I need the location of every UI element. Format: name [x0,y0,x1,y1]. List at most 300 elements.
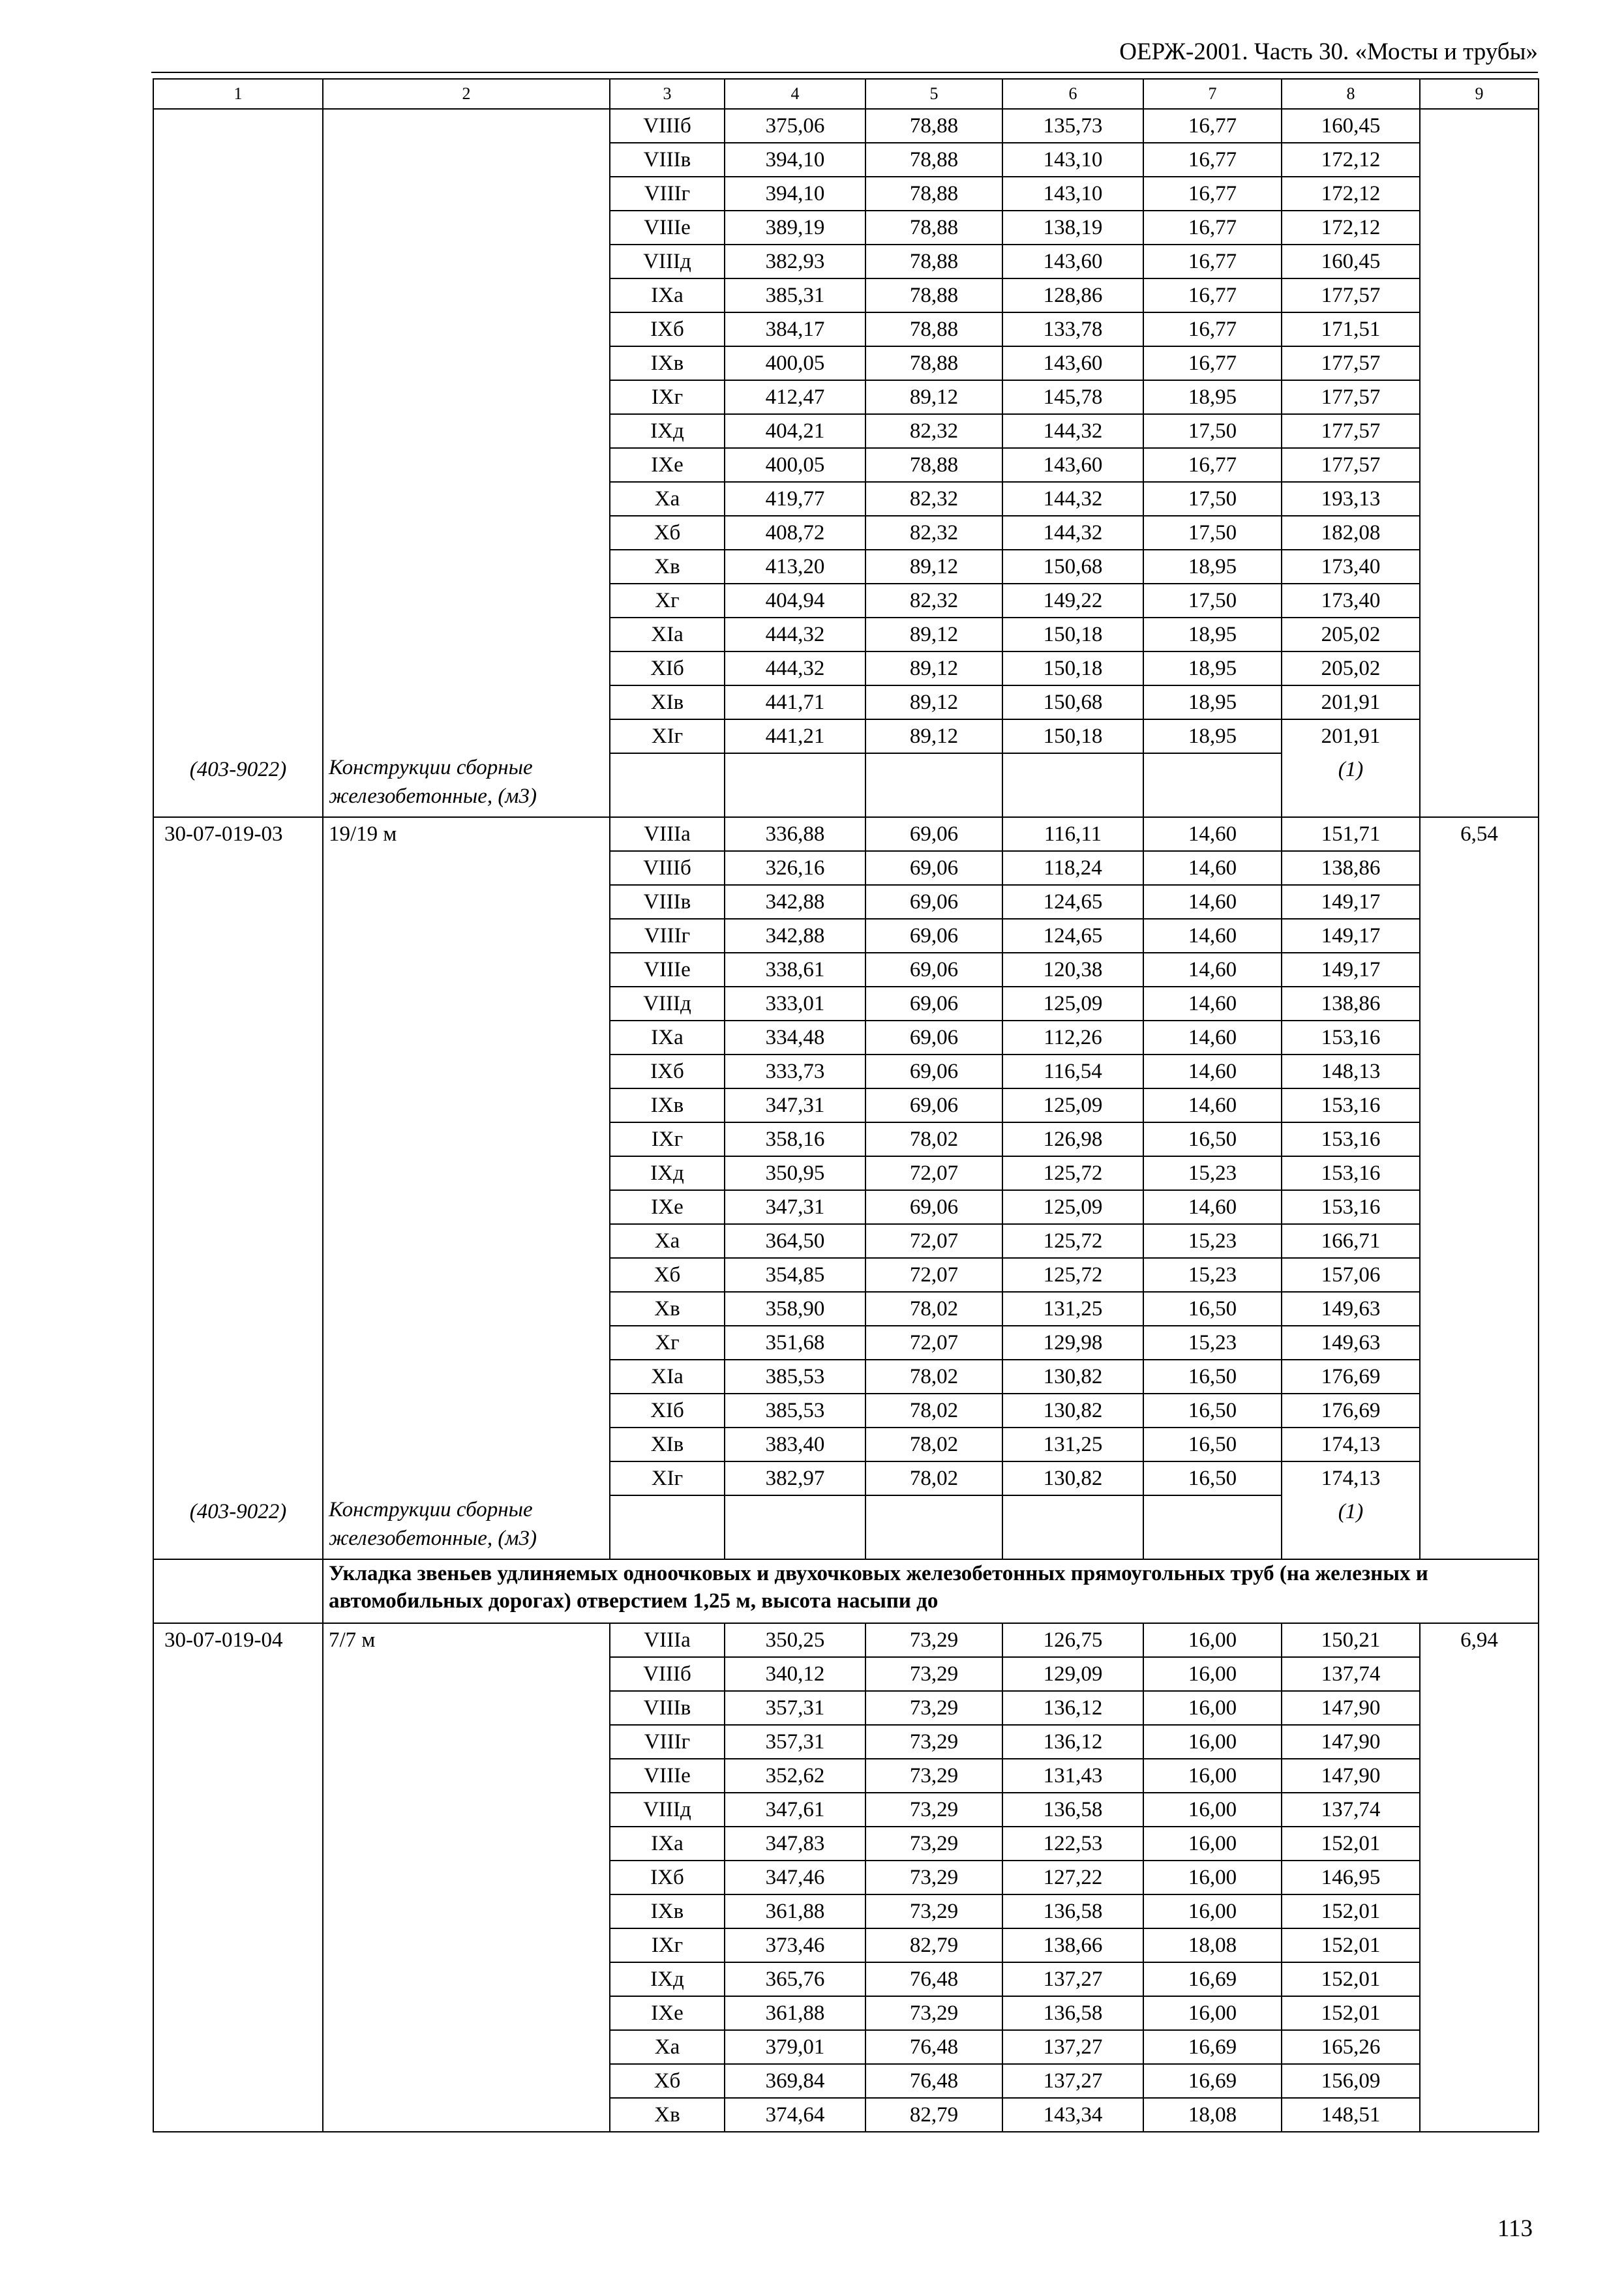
rate-name-cell [323,1428,610,1461]
value-cell: 18,95 [1143,550,1282,584]
value-cell: 16,00 [1143,1691,1282,1725]
rate-name-cell [323,516,610,550]
rate-code-cell [153,1292,323,1326]
empty-cell [1143,753,1282,817]
value-cell: 89,12 [865,380,1002,414]
value-cell: 147,90 [1282,1759,1420,1793]
value-cell: 78,02 [865,1360,1002,1394]
value-cell: 173,40 [1282,584,1420,618]
value-cell: 89,12 [865,618,1002,651]
zone-cell: VIIIд [610,245,725,278]
zone-cell: IXе [610,1190,725,1224]
value-cell: 153,16 [1282,1088,1420,1122]
unit-value-cell [1420,1861,1539,1894]
material-note-row [153,753,1539,817]
unit-value-cell [1420,953,1539,987]
value-cell: 138,66 [1002,1928,1143,1962]
table-row [153,312,1539,346]
value-cell: 374,64 [725,2098,865,2132]
rate-name-cell [323,919,610,953]
table-row [153,1759,1539,1793]
value-cell: 408,72 [725,516,865,550]
unit-value-cell [1420,143,1539,177]
rate-code-cell: 30-07-019-03 [153,817,323,851]
value-cell: 69,06 [865,1088,1002,1122]
value-cell: 149,63 [1282,1292,1420,1326]
value-cell: 89,12 [865,651,1002,685]
table-row [153,2098,1539,2132]
table-body [153,79,1539,2132]
value-cell: 177,57 [1282,346,1420,380]
rate-name-cell [323,1657,610,1691]
value-cell: 166,71 [1282,1224,1420,1258]
value-cell: 16,00 [1143,1827,1282,1861]
value-cell: 441,71 [725,685,865,719]
value-cell: 149,22 [1002,584,1143,618]
zone-cell: Xа [610,2030,725,2064]
value-cell: 18,08 [1143,2098,1282,2132]
value-cell: 172,12 [1282,177,1420,211]
unit-value-cell [1420,1122,1539,1156]
value-cell: 15,23 [1143,1224,1282,1258]
unit-value-cell [1420,1894,1539,1928]
table-row [153,550,1539,584]
value-cell: 153,16 [1282,1190,1420,1224]
value-cell: 133,78 [1002,312,1143,346]
zone-cell: VIIIг [610,177,725,211]
value-cell: 130,82 [1002,1394,1143,1428]
table-row [153,448,1539,482]
value-cell: 326,16 [725,851,865,885]
zone-cell: Xб [610,2064,725,2098]
value-cell: 130,82 [1002,1461,1143,1495]
value-cell: 144,32 [1002,414,1143,448]
table-row [153,1224,1539,1258]
value-cell: 160,45 [1282,245,1420,278]
value-cell: 144,32 [1002,516,1143,550]
unit-value-cell [1420,919,1539,953]
value-cell: 126,98 [1002,1122,1143,1156]
unit-value-cell [1420,1928,1539,1962]
page-header: ОЕРЖ-2001. Часть 30. «Мосты и трубы» [1119,38,1538,65]
table-row [153,1190,1539,1224]
table-row [153,1055,1539,1088]
value-cell: 14,60 [1143,1055,1282,1088]
value-cell: 365,76 [725,1962,865,1996]
rate-name-cell [323,1292,610,1326]
value-cell: 73,29 [865,1996,1002,2030]
value-cell: 128,86 [1002,278,1143,312]
value-cell: 76,48 [865,2064,1002,2098]
value-cell: 149,17 [1282,953,1420,987]
value-cell: 145,78 [1002,380,1143,414]
table-row [153,1292,1539,1326]
value-cell: 18,95 [1143,380,1282,414]
unit-value-cell [1420,109,1539,143]
value-cell: 172,12 [1282,211,1420,245]
resource-value: (1) [1282,753,1420,817]
value-cell: 82,32 [865,584,1002,618]
unit-value-cell [1420,685,1539,719]
column-number: 3 [610,79,725,109]
rate-code-cell [153,1088,323,1122]
value-cell: 78,02 [865,1461,1002,1495]
column-number: 7 [1143,79,1282,109]
value-cell: 125,72 [1002,1156,1143,1190]
value-cell: 177,57 [1282,380,1420,414]
value-cell: 333,01 [725,987,865,1021]
table-row [153,482,1539,516]
value-cell: 82,79 [865,2098,1002,2132]
unit-value-cell [1420,1190,1539,1224]
unit-value-cell [1420,1461,1539,1495]
value-cell: 78,88 [865,346,1002,380]
resource-value: (1) [1282,1495,1420,1559]
rate-name-cell [323,2098,610,2132]
rate-code-cell [153,1224,323,1258]
zone-cell: VIIIа [610,817,725,851]
rate-code-cell [153,1861,323,1894]
table-row [153,1691,1539,1725]
value-cell: 18,95 [1143,685,1282,719]
value-cell: 336,88 [725,817,865,851]
value-cell: 78,02 [865,1122,1002,1156]
rate-code-cell [153,1258,323,1292]
value-cell: 400,05 [725,346,865,380]
value-cell: 14,60 [1143,987,1282,1021]
rate-name-cell [323,1360,610,1394]
unit-value-cell [1420,516,1539,550]
value-cell: 14,60 [1143,1190,1282,1224]
zone-cell: IXг [610,1122,725,1156]
rate-name-cell [323,1793,610,1827]
value-cell: 136,58 [1002,1894,1143,1928]
unit-value-cell [1420,1326,1539,1360]
value-cell: 375,06 [725,109,865,143]
value-cell: 382,93 [725,245,865,278]
table-row [153,1827,1539,1861]
rate-code-cell [153,1190,323,1224]
rate-name-cell [323,1156,610,1190]
rate-name-cell [323,278,610,312]
table-row [153,380,1539,414]
unit-value-cell [1420,1793,1539,1827]
zone-cell: VIIIд [610,987,725,1021]
unit-value-cell [1420,414,1539,448]
value-cell: 73,29 [865,1623,1002,1657]
unit-value-cell [1420,1292,1539,1326]
value-cell: 18,95 [1143,651,1282,685]
value-cell: 176,69 [1282,1360,1420,1394]
value-cell: 131,25 [1002,1428,1143,1461]
zone-cell: VIIIб [610,851,725,885]
zone-cell: VIIIв [610,143,725,177]
value-cell: 382,97 [725,1461,865,1495]
rate-name-cell [323,414,610,448]
value-cell: 69,06 [865,987,1002,1021]
rate-code-cell [153,851,323,885]
value-cell: 78,88 [865,143,1002,177]
table-row [153,618,1539,651]
value-cell: 129,98 [1002,1326,1143,1360]
zone-cell: XIа [610,1360,725,1394]
material-note-row [153,1495,1539,1559]
zone-cell: Xг [610,584,725,618]
value-cell: 73,29 [865,1725,1002,1759]
rate-code-cell: 30-07-019-04 [153,1623,323,1657]
unit-value-cell [1420,278,1539,312]
rate-name-cell [323,651,610,685]
value-cell: 78,02 [865,1394,1002,1428]
rate-code-cell [153,1827,323,1861]
value-cell: 334,48 [725,1021,865,1055]
zone-cell: Xв [610,2098,725,2132]
value-cell: 136,12 [1002,1691,1143,1725]
value-cell: 137,27 [1002,1962,1143,1996]
rate-name-cell [323,1461,610,1495]
value-cell: 118,24 [1002,851,1143,885]
table-row [153,211,1539,245]
zone-cell: IXа [610,278,725,312]
value-cell: 156,09 [1282,2064,1420,2098]
value-cell: 16,00 [1143,1725,1282,1759]
unit-value-cell [1420,2064,1539,2098]
value-cell: 73,29 [865,1861,1002,1894]
unit-value-cell [1420,448,1539,482]
rate-name-cell [323,1861,610,1894]
value-cell: 125,09 [1002,1190,1143,1224]
value-cell: 143,60 [1002,346,1143,380]
value-cell: 138,86 [1282,987,1420,1021]
rate-code-cell [153,211,323,245]
value-cell: 150,18 [1002,651,1143,685]
value-cell: 17,50 [1143,482,1282,516]
table-row [153,278,1539,312]
value-cell: 116,11 [1002,817,1143,851]
value-cell: 16,00 [1143,1657,1282,1691]
rate-code-cell [153,380,323,414]
zone-cell: IXд [610,414,725,448]
rate-name-cell [323,584,610,618]
value-cell: 125,09 [1002,987,1143,1021]
value-cell: 149,17 [1282,919,1420,953]
empty-cell [725,1495,865,1559]
value-cell: 78,88 [865,278,1002,312]
column-number: 6 [1002,79,1143,109]
column-number: 5 [865,79,1002,109]
rate-name-cell [323,1928,610,1962]
zone-cell: VIIIв [610,885,725,919]
value-cell: 17,50 [1143,584,1282,618]
rate-code-cell [153,312,323,346]
value-cell: 72,07 [865,1326,1002,1360]
unit-value-cell [1420,1827,1539,1861]
value-cell: 72,07 [865,1224,1002,1258]
rate-code-cell [153,2064,323,2098]
rate-code-cell [153,1793,323,1827]
value-cell: 143,10 [1002,143,1143,177]
zone-cell: Xб [610,1258,725,1292]
value-cell: 176,69 [1282,1394,1420,1428]
value-cell: 129,09 [1002,1657,1143,1691]
value-cell: 153,16 [1282,1122,1420,1156]
zone-cell: IXг [610,380,725,414]
value-cell: 384,17 [725,312,865,346]
rate-name-cell [323,1224,610,1258]
value-cell: 351,68 [725,1326,865,1360]
value-cell: 419,77 [725,482,865,516]
empty-cell [610,753,725,817]
unit-value-cell [1420,1156,1539,1190]
table-row [153,177,1539,211]
value-cell: 394,10 [725,177,865,211]
value-cell: 72,07 [865,1156,1002,1190]
rate-name-cell [323,109,610,143]
value-cell: 338,61 [725,953,865,987]
value-cell: 412,47 [725,380,865,414]
rate-name-cell [323,2030,610,2064]
value-cell: 82,32 [865,482,1002,516]
value-cell: 201,91 [1282,685,1420,719]
value-cell: 16,00 [1143,1894,1282,1928]
zone-cell: VIIIб [610,1657,725,1691]
value-cell: 357,31 [725,1691,865,1725]
table-row [153,719,1539,753]
value-cell: 361,88 [725,1996,865,2030]
value-cell: 72,07 [865,1258,1002,1292]
rate-name-cell [323,1996,610,2030]
value-cell: 127,22 [1002,1861,1143,1894]
value-cell: 150,21 [1282,1623,1420,1657]
unit-value-cell [1420,1055,1539,1088]
value-cell: 14,60 [1143,919,1282,953]
rate-code-cell [153,1360,323,1394]
rate-name-cell [323,482,610,516]
value-cell: 333,73 [725,1055,865,1088]
value-cell: 150,68 [1002,550,1143,584]
zone-cell: VIIIа [610,1623,725,1657]
unit-value-cell [1420,2098,1539,2132]
value-cell: 15,23 [1143,1156,1282,1190]
value-cell: 389,19 [725,211,865,245]
value-cell: 358,16 [725,1122,865,1156]
unit-value-cell [1420,851,1539,885]
value-cell: 69,06 [865,919,1002,953]
zone-cell: IXв [610,1088,725,1122]
value-cell: 394,10 [725,143,865,177]
value-cell: 177,57 [1282,448,1420,482]
unit-value-cell [1420,312,1539,346]
value-cell: 16,77 [1143,245,1282,278]
empty-cell [1002,753,1143,817]
empty-cell [725,753,865,817]
rate-name-cell [323,1725,610,1759]
value-cell: 136,58 [1002,1996,1143,2030]
table-row [153,1428,1539,1461]
rate-name-cell [323,1190,610,1224]
rate-code-cell [153,719,323,753]
value-cell: 347,83 [725,1827,865,1861]
rate-name-cell [323,1827,610,1861]
table-row [153,953,1539,987]
rate-code-cell [153,685,323,719]
table-row [153,1326,1539,1360]
rate-name-cell [323,448,610,482]
value-cell: 17,50 [1143,516,1282,550]
value-cell: 358,90 [725,1292,865,1326]
rate-code-cell [153,550,323,584]
rate-code-cell [153,1657,323,1691]
section-title: Укладка звеньев удлиняемых одноочковых и двухочковых железобетонных прямоугольных труб (на железных и автомобильных дорогах) отверстием 1,25 м, высота насыпи до [323,1559,1539,1623]
value-cell: 385,31 [725,278,865,312]
zone-cell: IXв [610,346,725,380]
rate-name-cell [323,1962,610,1996]
rate-code-cell [153,245,323,278]
value-cell: 15,23 [1143,1326,1282,1360]
value-cell: 177,57 [1282,278,1420,312]
zone-cell: Xг [610,1326,725,1360]
column-number: 4 [725,79,865,109]
rate-code-cell [153,1055,323,1088]
value-cell: 69,06 [865,1190,1002,1224]
rate-code-cell [153,1962,323,1996]
rate-code-cell [153,109,323,143]
value-cell: 138,86 [1282,851,1420,885]
value-cell: 444,32 [725,618,865,651]
unit-value-cell [1420,1360,1539,1394]
value-cell: 369,84 [725,2064,865,2098]
rate-name-cell [323,885,610,919]
rate-name-cell [323,953,610,987]
empty-cell [865,753,1002,817]
table-row [153,1156,1539,1190]
value-cell: 18,95 [1143,719,1282,753]
rate-code-cell [153,2030,323,2064]
value-cell: 193,13 [1282,482,1420,516]
value-cell: 143,60 [1002,245,1143,278]
value-cell: 73,29 [865,1691,1002,1725]
value-cell: 137,27 [1002,2064,1143,2098]
value-cell: 89,12 [865,685,1002,719]
value-cell: 404,21 [725,414,865,448]
value-cell: 16,77 [1143,143,1282,177]
rate-name-cell [323,211,610,245]
value-cell: 16,77 [1143,278,1282,312]
table-row [153,1894,1539,1928]
resource-name: Конструкции сборные железобетонные, (м3) [323,1495,610,1559]
value-cell: 14,60 [1143,1021,1282,1055]
value-cell: 357,31 [725,1725,865,1759]
value-cell: 16,50 [1143,1428,1282,1461]
table-row [153,685,1539,719]
empty-cell [1420,753,1539,817]
value-cell: 73,29 [865,1827,1002,1861]
rate-code-cell [153,1021,323,1055]
value-cell: 125,09 [1002,1088,1143,1122]
value-cell: 73,29 [865,1657,1002,1691]
value-cell: 152,01 [1282,1894,1420,1928]
table-row [153,414,1539,448]
value-cell: 350,25 [725,1623,865,1657]
value-cell: 138,19 [1002,211,1143,245]
unit-value-cell [1420,550,1539,584]
table-row [153,1623,1539,1657]
zone-cell: IXа [610,1827,725,1861]
rate-name-cell [323,1258,610,1292]
table-row [153,1861,1539,1894]
zone-cell: IXг [610,1928,725,1962]
unit-value-cell: 6,94 [1420,1623,1539,1657]
